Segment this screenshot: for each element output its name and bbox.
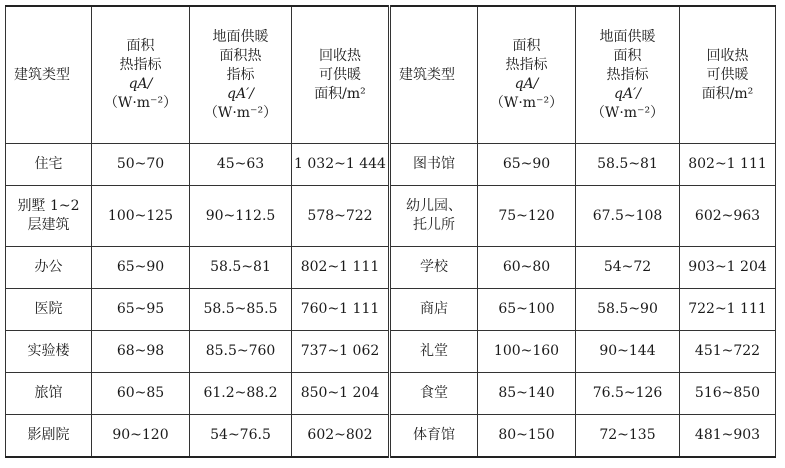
cell-floor-index: 90~144 bbox=[576, 331, 680, 373]
header-text: 建筑类型 bbox=[399, 66, 455, 83]
header-unit: （W·m⁻²） bbox=[103, 95, 178, 111]
cell-floor-index: 90~112.5 bbox=[190, 186, 292, 247]
header-text: 面积/m² bbox=[701, 85, 754, 102]
cell-floor-index: 58.5~81 bbox=[190, 247, 292, 289]
header-text: 可供暖 bbox=[319, 66, 361, 83]
header-text: 指标 bbox=[226, 66, 255, 83]
header-text: 建筑类型 bbox=[14, 66, 70, 83]
cell-floor-index: 85.5~760 bbox=[190, 331, 292, 373]
cell-recovery-area: 850~1 204 bbox=[292, 373, 390, 415]
header-unit: （W·m⁻²） bbox=[203, 104, 278, 121]
cell-floor-index: 54~72 bbox=[576, 247, 680, 289]
cell-area-index: 100~160 bbox=[478, 331, 576, 373]
cell-area-index: 65~100 bbox=[478, 289, 576, 331]
cell-text: 礼堂 bbox=[420, 343, 448, 359]
cell-building-type bbox=[390, 144, 478, 186]
cell-floor-index: 58.5~85.5 bbox=[190, 289, 292, 331]
cell-recovery-area: 802~1 111 bbox=[680, 144, 776, 186]
header-row bbox=[6, 6, 776, 144]
header-area-index-left bbox=[92, 6, 190, 144]
cell-building-type bbox=[6, 373, 92, 415]
header-text: 面积/m² bbox=[314, 85, 366, 102]
data-table-wrapper bbox=[5, 5, 776, 458]
header-floor-index-left bbox=[190, 6, 292, 144]
cell-recovery-area: 602~963 bbox=[680, 186, 776, 247]
header-area-index-right bbox=[478, 6, 576, 144]
cell-building-type bbox=[390, 247, 478, 289]
cell-recovery-area: 903~1 204 bbox=[680, 247, 776, 289]
header-building-type-right bbox=[390, 6, 478, 144]
header-text: 可供暖 bbox=[706, 66, 749, 83]
cell-building-type bbox=[390, 186, 478, 247]
cell-area-index: 65~95 bbox=[92, 289, 190, 331]
header-building-type-left bbox=[6, 6, 92, 144]
cell-area-index: 90~120 bbox=[92, 415, 190, 458]
header-symbol: qA′/ bbox=[227, 85, 254, 102]
header-text: 热指标 bbox=[505, 57, 548, 73]
table-row bbox=[6, 415, 776, 458]
header-unit: （W·m⁻²） bbox=[590, 104, 665, 121]
cell-text: 层建筑 bbox=[27, 217, 70, 233]
cell-text: 幼儿园、 bbox=[406, 198, 462, 214]
cell-area-index: 65~90 bbox=[478, 144, 576, 186]
header-text: 回收热 bbox=[706, 47, 749, 64]
cell-building-type bbox=[6, 331, 92, 373]
cell-building-type bbox=[390, 289, 478, 331]
cell-recovery-area: 760~1 111 bbox=[292, 289, 390, 331]
header-text: 面积热 bbox=[219, 47, 262, 64]
cell-area-index: 60~85 bbox=[92, 373, 190, 415]
cell-recovery-area: 602~802 bbox=[292, 415, 390, 458]
cell-text: 食堂 bbox=[420, 385, 448, 401]
table-row bbox=[6, 186, 776, 247]
header-unit: （W·m⁻²） bbox=[489, 95, 564, 111]
cell-floor-index: 76.5~126 bbox=[576, 373, 680, 415]
table-row bbox=[6, 289, 776, 331]
heating-index-table bbox=[5, 5, 776, 458]
header-text: 面积 bbox=[126, 38, 155, 54]
cell-text: 体育馆 bbox=[413, 427, 455, 443]
header-text: 地面供暖 bbox=[599, 28, 656, 45]
cell-text: 商店 bbox=[420, 301, 448, 317]
table-row bbox=[6, 331, 776, 373]
cell-text: 图书馆 bbox=[413, 156, 455, 172]
table-row bbox=[6, 144, 776, 186]
cell-floor-index: 67.5~108 bbox=[576, 186, 680, 247]
header-floor-index-right bbox=[576, 6, 680, 144]
cell-area-index: 75~120 bbox=[478, 186, 576, 247]
cell-area-index: 80~150 bbox=[478, 415, 576, 458]
cell-text: 旅馆 bbox=[34, 385, 63, 401]
cell-recovery-area: 737~1 062 bbox=[292, 331, 390, 373]
cell-floor-index: 54~76.5 bbox=[190, 415, 292, 458]
cell-text: 影剧院 bbox=[27, 427, 70, 443]
cell-floor-index: 58.5~90 bbox=[576, 289, 680, 331]
header-text: 热指标 bbox=[606, 66, 649, 83]
cell-area-index: 100~125 bbox=[92, 186, 190, 247]
cell-area-index: 85~140 bbox=[478, 373, 576, 415]
cell-building-type bbox=[6, 289, 92, 331]
header-symbol: qA/ bbox=[514, 76, 539, 92]
header-symbol: qA/ bbox=[128, 76, 153, 92]
cell-floor-index: 45~63 bbox=[190, 144, 292, 186]
table-row bbox=[6, 373, 776, 415]
header-text: 地面供暖 bbox=[212, 28, 269, 45]
cell-text: 学校 bbox=[420, 259, 448, 275]
cell-recovery-area: 1 032~1 444 bbox=[292, 144, 390, 186]
cell-building-type bbox=[6, 415, 92, 458]
cell-area-index: 50~70 bbox=[92, 144, 190, 186]
cell-building-type bbox=[6, 144, 92, 186]
header-text: 面积 bbox=[512, 38, 541, 54]
cell-text: 托儿所 bbox=[413, 217, 455, 233]
cell-building-type bbox=[390, 373, 478, 415]
cell-text: 实验楼 bbox=[27, 343, 70, 359]
cell-area-index: 68~98 bbox=[92, 331, 190, 373]
header-symbol: qA′/ bbox=[614, 85, 641, 102]
cell-floor-index: 72~135 bbox=[576, 415, 680, 458]
cell-floor-index: 58.5~81 bbox=[576, 144, 680, 186]
cell-recovery-area: 516~850 bbox=[680, 373, 776, 415]
cell-floor-index: 61.2~88.2 bbox=[190, 373, 292, 415]
header-text: 回收热 bbox=[319, 47, 361, 64]
cell-building-type bbox=[6, 186, 92, 247]
header-text: 热指标 bbox=[119, 57, 162, 73]
cell-building-type bbox=[390, 415, 478, 458]
header-text: 面积 bbox=[613, 47, 642, 64]
header-recovery-left bbox=[292, 6, 390, 144]
cell-recovery-area: 578~722 bbox=[292, 186, 390, 247]
table-row bbox=[6, 247, 776, 289]
cell-recovery-area: 722~1 111 bbox=[680, 289, 776, 331]
cell-area-index: 65~90 bbox=[92, 247, 190, 289]
cell-building-type bbox=[6, 247, 92, 289]
cell-text: 别墅 1~2 bbox=[17, 198, 80, 214]
cell-recovery-area: 451~722 bbox=[680, 331, 776, 373]
header-recovery-right bbox=[680, 6, 776, 144]
cell-recovery-area: 802~1 111 bbox=[292, 247, 390, 289]
cell-text: 住宅 bbox=[34, 156, 63, 172]
cell-recovery-area: 481~903 bbox=[680, 415, 776, 458]
cell-text: 医院 bbox=[34, 301, 63, 317]
cell-text: 办公 bbox=[34, 259, 63, 275]
cell-area-index: 60~80 bbox=[478, 247, 576, 289]
cell-building-type bbox=[390, 331, 478, 373]
